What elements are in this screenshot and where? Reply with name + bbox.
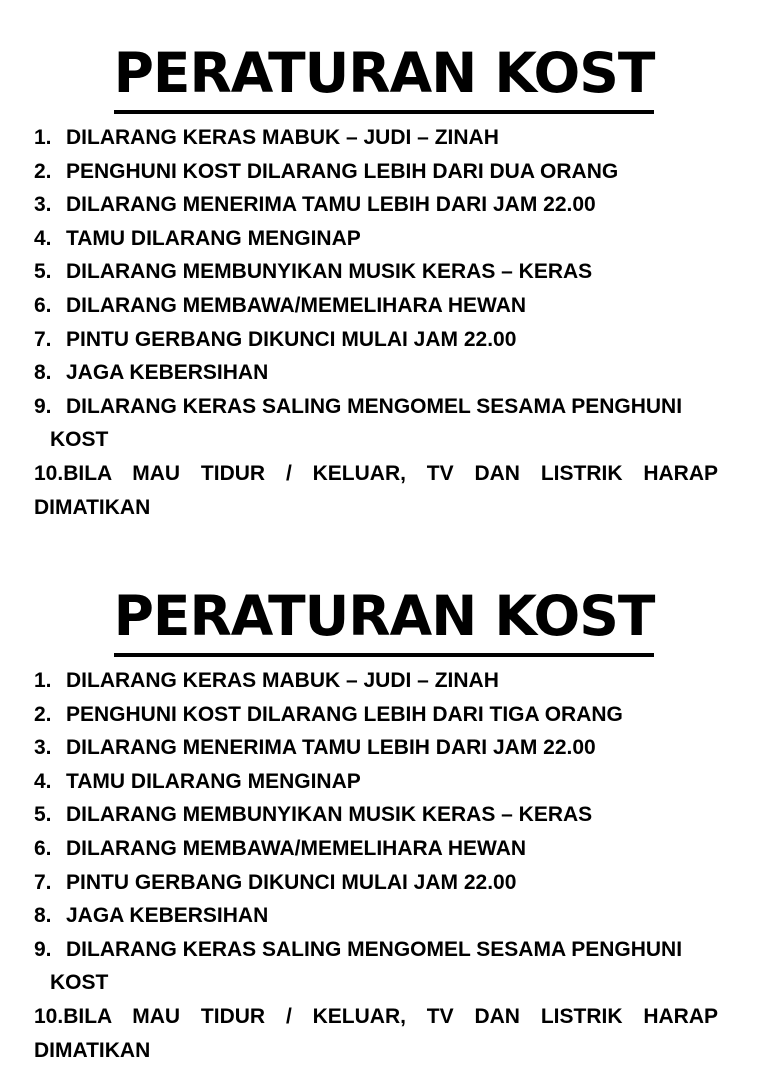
rule-number: 1. xyxy=(34,669,52,692)
rule-number: 4. xyxy=(34,226,52,250)
rule-text: BILA MAU TIDUR / KELUAR, TV DAN LISTRIK HARAP DIMATIKAN xyxy=(34,1004,718,1062)
rule-text: TAMU DILARANG MENGINAP xyxy=(66,226,361,250)
rule-number: 6. xyxy=(34,836,52,860)
rule-number: 1. xyxy=(34,126,52,149)
rule-text: DILARANG MEMBAWA/MEMELIHARA HEWAN xyxy=(66,836,527,860)
rule-text: JAGA KEBERSIHAN xyxy=(66,361,269,385)
rule-item-2 xyxy=(34,155,718,189)
rule-number: 8. xyxy=(34,361,52,385)
rule-item-4 xyxy=(34,765,718,799)
rule-number: 7. xyxy=(34,870,52,894)
rule-item-7 xyxy=(34,866,718,900)
rule-number: 3. xyxy=(34,736,52,760)
rule-text-continuation: KOST xyxy=(50,971,109,995)
rules-list xyxy=(0,664,768,1067)
rule-text: DILARANG MENERIMA TAMU LEBIH DARI JAM 22.00 xyxy=(66,736,596,760)
rule-text: DILARANG KERAS SALING MENGOMEL SESAMA PENGHUNI xyxy=(66,937,683,961)
rule-text: BILA MAU TIDUR / KELUAR, TV DAN LISTRIK HARAP DIMATIKAN xyxy=(34,461,718,519)
rule-text: DILARANG KERAS MABUK – JUDI – ZINAH xyxy=(66,669,499,692)
rule-number: 5. xyxy=(34,260,52,284)
rule-item-10 xyxy=(34,457,718,524)
rule-text: PINTU GERBANG DIKUNCI MULAI JAM 22.00 xyxy=(66,327,517,351)
rule-number: 10. xyxy=(34,1004,64,1028)
page-title: PERATURAN KOST xyxy=(114,581,655,657)
rule-text: PINTU GERBANG DIKUNCI MULAI JAM 22.00 xyxy=(66,870,517,894)
rule-item-9 xyxy=(34,390,718,457)
rule-item-2 xyxy=(34,698,718,732)
rule-item-8 xyxy=(34,899,718,933)
rule-text: DILARANG KERAS MABUK – JUDI – ZINAH xyxy=(66,126,499,149)
rule-number: 2. xyxy=(34,159,52,183)
rule-item-7 xyxy=(34,323,718,357)
rule-item-4 xyxy=(34,222,718,256)
rule-number: 7. xyxy=(34,327,52,351)
rule-number: 8. xyxy=(34,904,52,928)
rule-item-5 xyxy=(34,798,718,832)
rule-item-6 xyxy=(34,289,718,323)
rule-text: DILARANG MEMBUNYIKAN MUSIK KERAS – KERAS xyxy=(66,260,593,284)
rule-item-3 xyxy=(34,188,718,222)
rule-text-continuation: KOST xyxy=(50,428,109,452)
page-title: PERATURAN KOST xyxy=(114,38,655,114)
rule-text: DILARANG MEMBUNYIKAN MUSIK KERAS – KERAS xyxy=(66,803,593,827)
rule-text: PENGHUNI KOST DILARANG LEBIH DARI TIGA ORANG xyxy=(66,702,623,726)
rules-list xyxy=(0,121,768,524)
rule-item-1 xyxy=(34,664,718,698)
rule-number: 9. xyxy=(34,937,52,961)
rule-number: 4. xyxy=(34,769,52,793)
rules-section-1 xyxy=(0,38,768,524)
rule-text: PENGHUNI KOST DILARANG LEBIH DARI DUA ORANG xyxy=(66,159,619,183)
rule-text: DILARANG MENERIMA TAMU LEBIH DARI JAM 22.00 xyxy=(66,193,596,217)
rule-item-10 xyxy=(34,1000,718,1067)
rule-item-8 xyxy=(34,356,718,390)
rule-item-1 xyxy=(34,121,718,155)
rule-item-3 xyxy=(34,731,718,765)
rule-number: 10. xyxy=(34,461,64,485)
rule-item-6 xyxy=(34,832,718,866)
rule-text: DILARANG MEMBAWA/MEMELIHARA HEWAN xyxy=(66,293,527,317)
rule-number: 5. xyxy=(34,803,52,827)
rule-number: 2. xyxy=(34,702,52,726)
rule-number: 3. xyxy=(34,193,52,217)
rule-item-9 xyxy=(34,933,718,1000)
rule-item-5 xyxy=(34,255,718,289)
rule-number: 9. xyxy=(34,394,52,418)
rule-text: DILARANG KERAS SALING MENGOMEL SESAMA PENGHUNI xyxy=(66,394,683,418)
rule-number: 6. xyxy=(34,293,52,317)
rules-section-2 xyxy=(0,581,768,1067)
rule-text: JAGA KEBERSIHAN xyxy=(66,904,269,928)
rule-text: TAMU DILARANG MENGINAP xyxy=(66,769,361,793)
